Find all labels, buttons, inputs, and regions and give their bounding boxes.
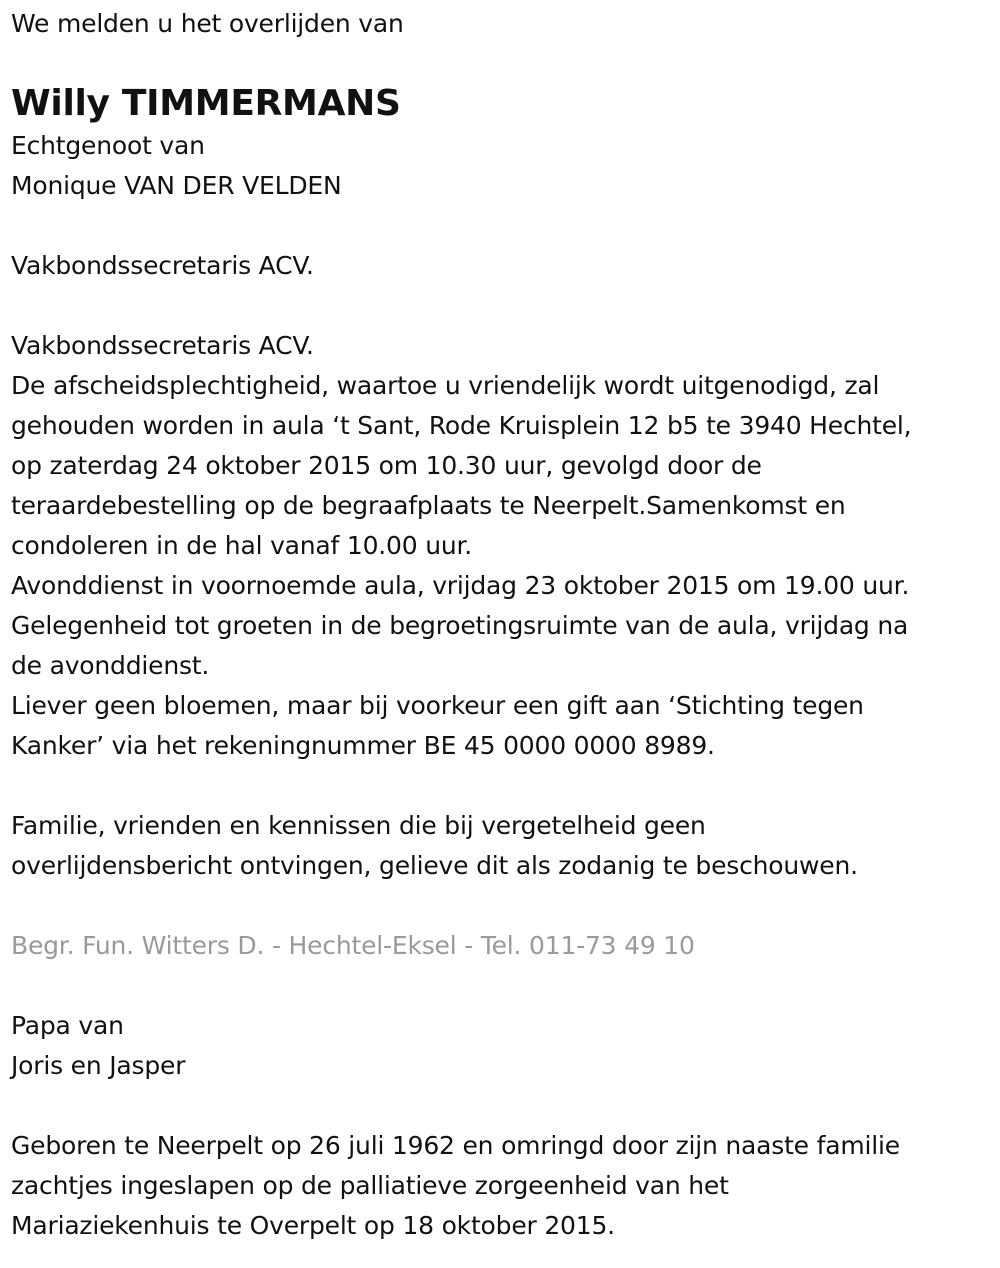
ceremony-line: gehouden worden in aula ‘t Sant, Rode Kruisplein 12 b5 te 3940 Hechtel, bbox=[11, 411, 912, 440]
ceremony-line: op zaterdag 24 oktober 2015 om 10.30 uur, gevolgd door de bbox=[11, 451, 762, 480]
ceremony-line: de avonddienst. bbox=[11, 651, 210, 680]
family-notice-line: overlijdensbericht ontvingen, gelieve dit als zodanig te beschouwen. bbox=[11, 851, 858, 880]
spacer bbox=[11, 966, 991, 1006]
ceremony-line: De afscheidsplechtigheid, waartoe u vriendelijk wordt uitgenodigd, zal bbox=[11, 371, 880, 400]
spouse-name: Monique VAN DER VELDEN bbox=[11, 171, 342, 200]
birth-death-line: Mariaziekenhuis te Overpelt op 18 oktober 2015. bbox=[11, 1211, 615, 1240]
ceremony-line: teraardebestelling op de begraafplaats te Neerpelt.Samenkomst en bbox=[11, 491, 846, 520]
birth-death-paragraph bbox=[11, 1126, 991, 1246]
spacer bbox=[11, 286, 991, 326]
funeral-home-text: Begr. Fun. Witters D. - Hechtel-Eksel - Tel. 011-73 49 10 bbox=[11, 931, 695, 960]
children-names: Joris en Jasper bbox=[11, 1051, 186, 1080]
occupation-text: Vakbondssecretaris ACV. bbox=[11, 251, 314, 280]
birth-death-line: zachtjes ingeslapen op de palliatieve zorgeenheid van het bbox=[11, 1171, 729, 1200]
spacer bbox=[11, 886, 991, 926]
children-label: Papa van bbox=[11, 1011, 124, 1040]
obituary-document bbox=[11, 4, 991, 1246]
spacer bbox=[11, 1086, 991, 1126]
intro-text: We melden u het overlijden van bbox=[11, 9, 404, 38]
ceremony-line: Kanker’ via het rekeningnummer BE 45 0000 0000 8989. bbox=[11, 731, 715, 760]
spacer bbox=[11, 206, 991, 246]
occupation-text: Vakbondssecretaris ACV. bbox=[11, 331, 314, 360]
ceremony-line: condoleren in de hal vanaf 10.00 uur. bbox=[11, 531, 473, 560]
birth-death-line: Geboren te Neerpelt op 26 juli 1962 en omringd door zijn naaste familie bbox=[11, 1131, 900, 1160]
ceremony-line: Avonddienst in voornoemde aula, vrijdag 23 oktober 2015 om 19.00 uur. bbox=[11, 571, 910, 600]
ceremony-line: Liever geen bloemen, maar bij voorkeur een gift aan ‘Stichting tegen bbox=[11, 691, 864, 720]
ceremony-paragraph bbox=[11, 366, 991, 766]
deceased-name: Willy TIMMERMANS bbox=[11, 83, 401, 124]
spouse-label: Echtgenoot van bbox=[11, 131, 205, 160]
spacer bbox=[11, 766, 991, 806]
family-notice-line: Familie, vrienden en kennissen die bij vergetelheid geen bbox=[11, 811, 706, 840]
ceremony-line: Gelegenheid tot groeten in de begroetingsruimte van de aula, vrijdag na bbox=[11, 611, 909, 640]
family-notice-paragraph bbox=[11, 806, 991, 886]
